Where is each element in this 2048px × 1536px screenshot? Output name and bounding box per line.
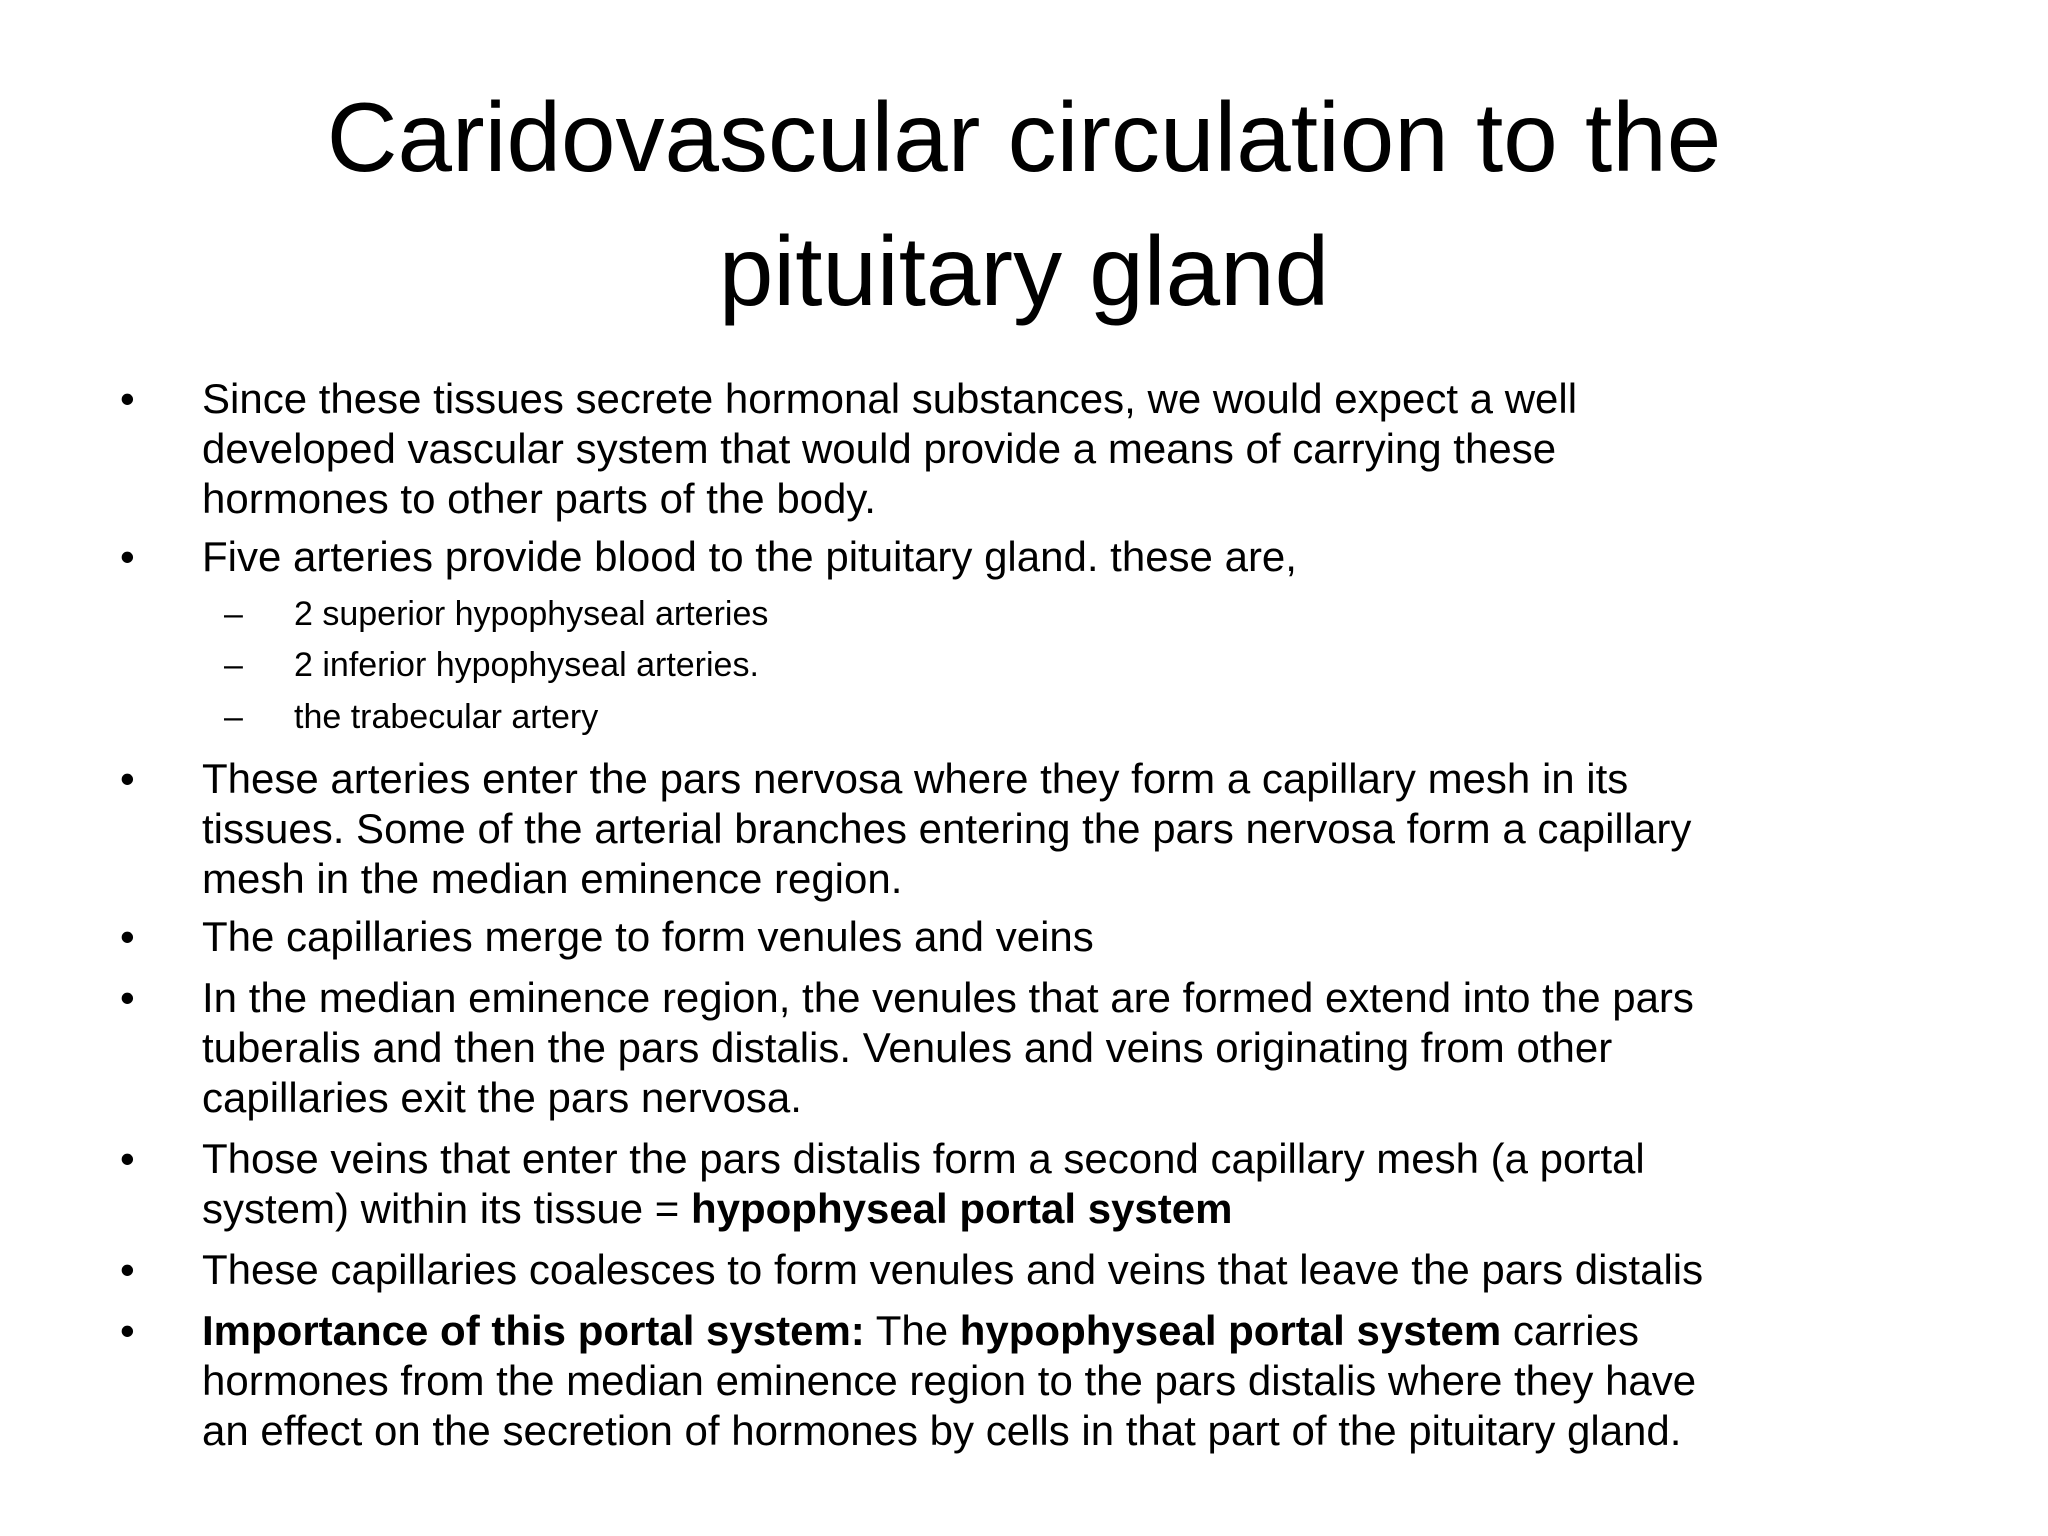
bullet-line	[202, 1306, 1962, 1356]
bullet-inline-text: The	[864, 1307, 960, 1354]
sub-bullet-text: 2 inferior hypophyseal arteries.	[294, 646, 759, 684]
bullet-line	[202, 1184, 1962, 1234]
bullet-text	[202, 374, 1962, 524]
sub-bullet-marker: –	[224, 595, 243, 633]
bullet-line: developed vascular system that would provide a means of carrying these	[202, 425, 1557, 472]
bullet-text	[202, 912, 1962, 962]
sub-bullet-marker: –	[224, 646, 243, 684]
sub-bullet-text: 2 superior hypophyseal arteries	[294, 595, 769, 633]
bullet-line: tuberalis and then the pars distalis. Venules and veins originating from other	[202, 1024, 1613, 1071]
bullet-text	[202, 1306, 1962, 1456]
bullet-line: an effect on the secretion of hormones by cells in that part of the pituitary gland.	[202, 1407, 1682, 1454]
bullet-marker: •	[120, 974, 135, 1021]
bullet-line: capillaries exit the pars nervosa.	[202, 1074, 802, 1121]
bullet-line: hormones from the median eminence region to the pars distalis where they have	[202, 1357, 1697, 1404]
sub-bullet-marker: –	[224, 698, 243, 736]
bullet-marker: •	[120, 1246, 135, 1293]
bullet-line: Five arteries provide blood to the pituitary gland. these are,	[202, 533, 1297, 580]
bullet-text	[202, 532, 1962, 582]
bullet-line: mesh in the median eminence region.	[202, 855, 903, 902]
bullet-line: tissues. Some of the arterial branches entering the pars nervosa form a capillary	[202, 805, 1692, 852]
bullet-marker: •	[120, 375, 135, 422]
bullet-marker: •	[120, 913, 135, 960]
bullet-text	[202, 754, 1962, 904]
bold-term: hypophyseal portal system	[690, 1185, 1233, 1232]
bullet-line: hormones to other parts of the body.	[202, 475, 876, 522]
bold-term: hypophyseal portal system	[959, 1307, 1502, 1354]
sub-bullet-text: the trabecular artery	[294, 698, 599, 736]
bullet-line: These capillaries coalesces to form venules and veins that leave the pars distalis	[202, 1246, 1704, 1293]
bullet-marker: •	[120, 755, 135, 802]
bullet-inline-text: carries	[1501, 1307, 1639, 1354]
bullet-text	[202, 1134, 1962, 1234]
bullet-line: In the median eminence region, the venules that are formed extend into the pars	[202, 974, 1694, 1021]
bullet-line: These arteries enter the pars nervosa where they form a capillary mesh in its	[202, 755, 1629, 802]
bullet-marker: •	[120, 1135, 135, 1182]
bullet-line: The capillaries merge to form venules and veins	[202, 913, 1094, 960]
bullet-text	[202, 973, 1962, 1123]
bold-term: Importance of this portal system:	[202, 1307, 865, 1354]
bullet-inline-text: system) within its tissue =	[202, 1185, 691, 1232]
bullet-marker: •	[120, 533, 135, 580]
bullet-line: Those veins that enter the pars distalis form a second capillary mesh (a portal	[202, 1135, 1645, 1182]
bullet-text	[202, 1245, 1962, 1295]
slide-title-line-2: pituitary gland	[718, 216, 1330, 326]
slide-title-line-1: Caridovascular circulation to the	[326, 82, 1722, 192]
bullet-line: Since these tissues secrete hormonal substances, we would expect a well	[202, 375, 1578, 422]
bullet-marker: •	[120, 1307, 135, 1354]
